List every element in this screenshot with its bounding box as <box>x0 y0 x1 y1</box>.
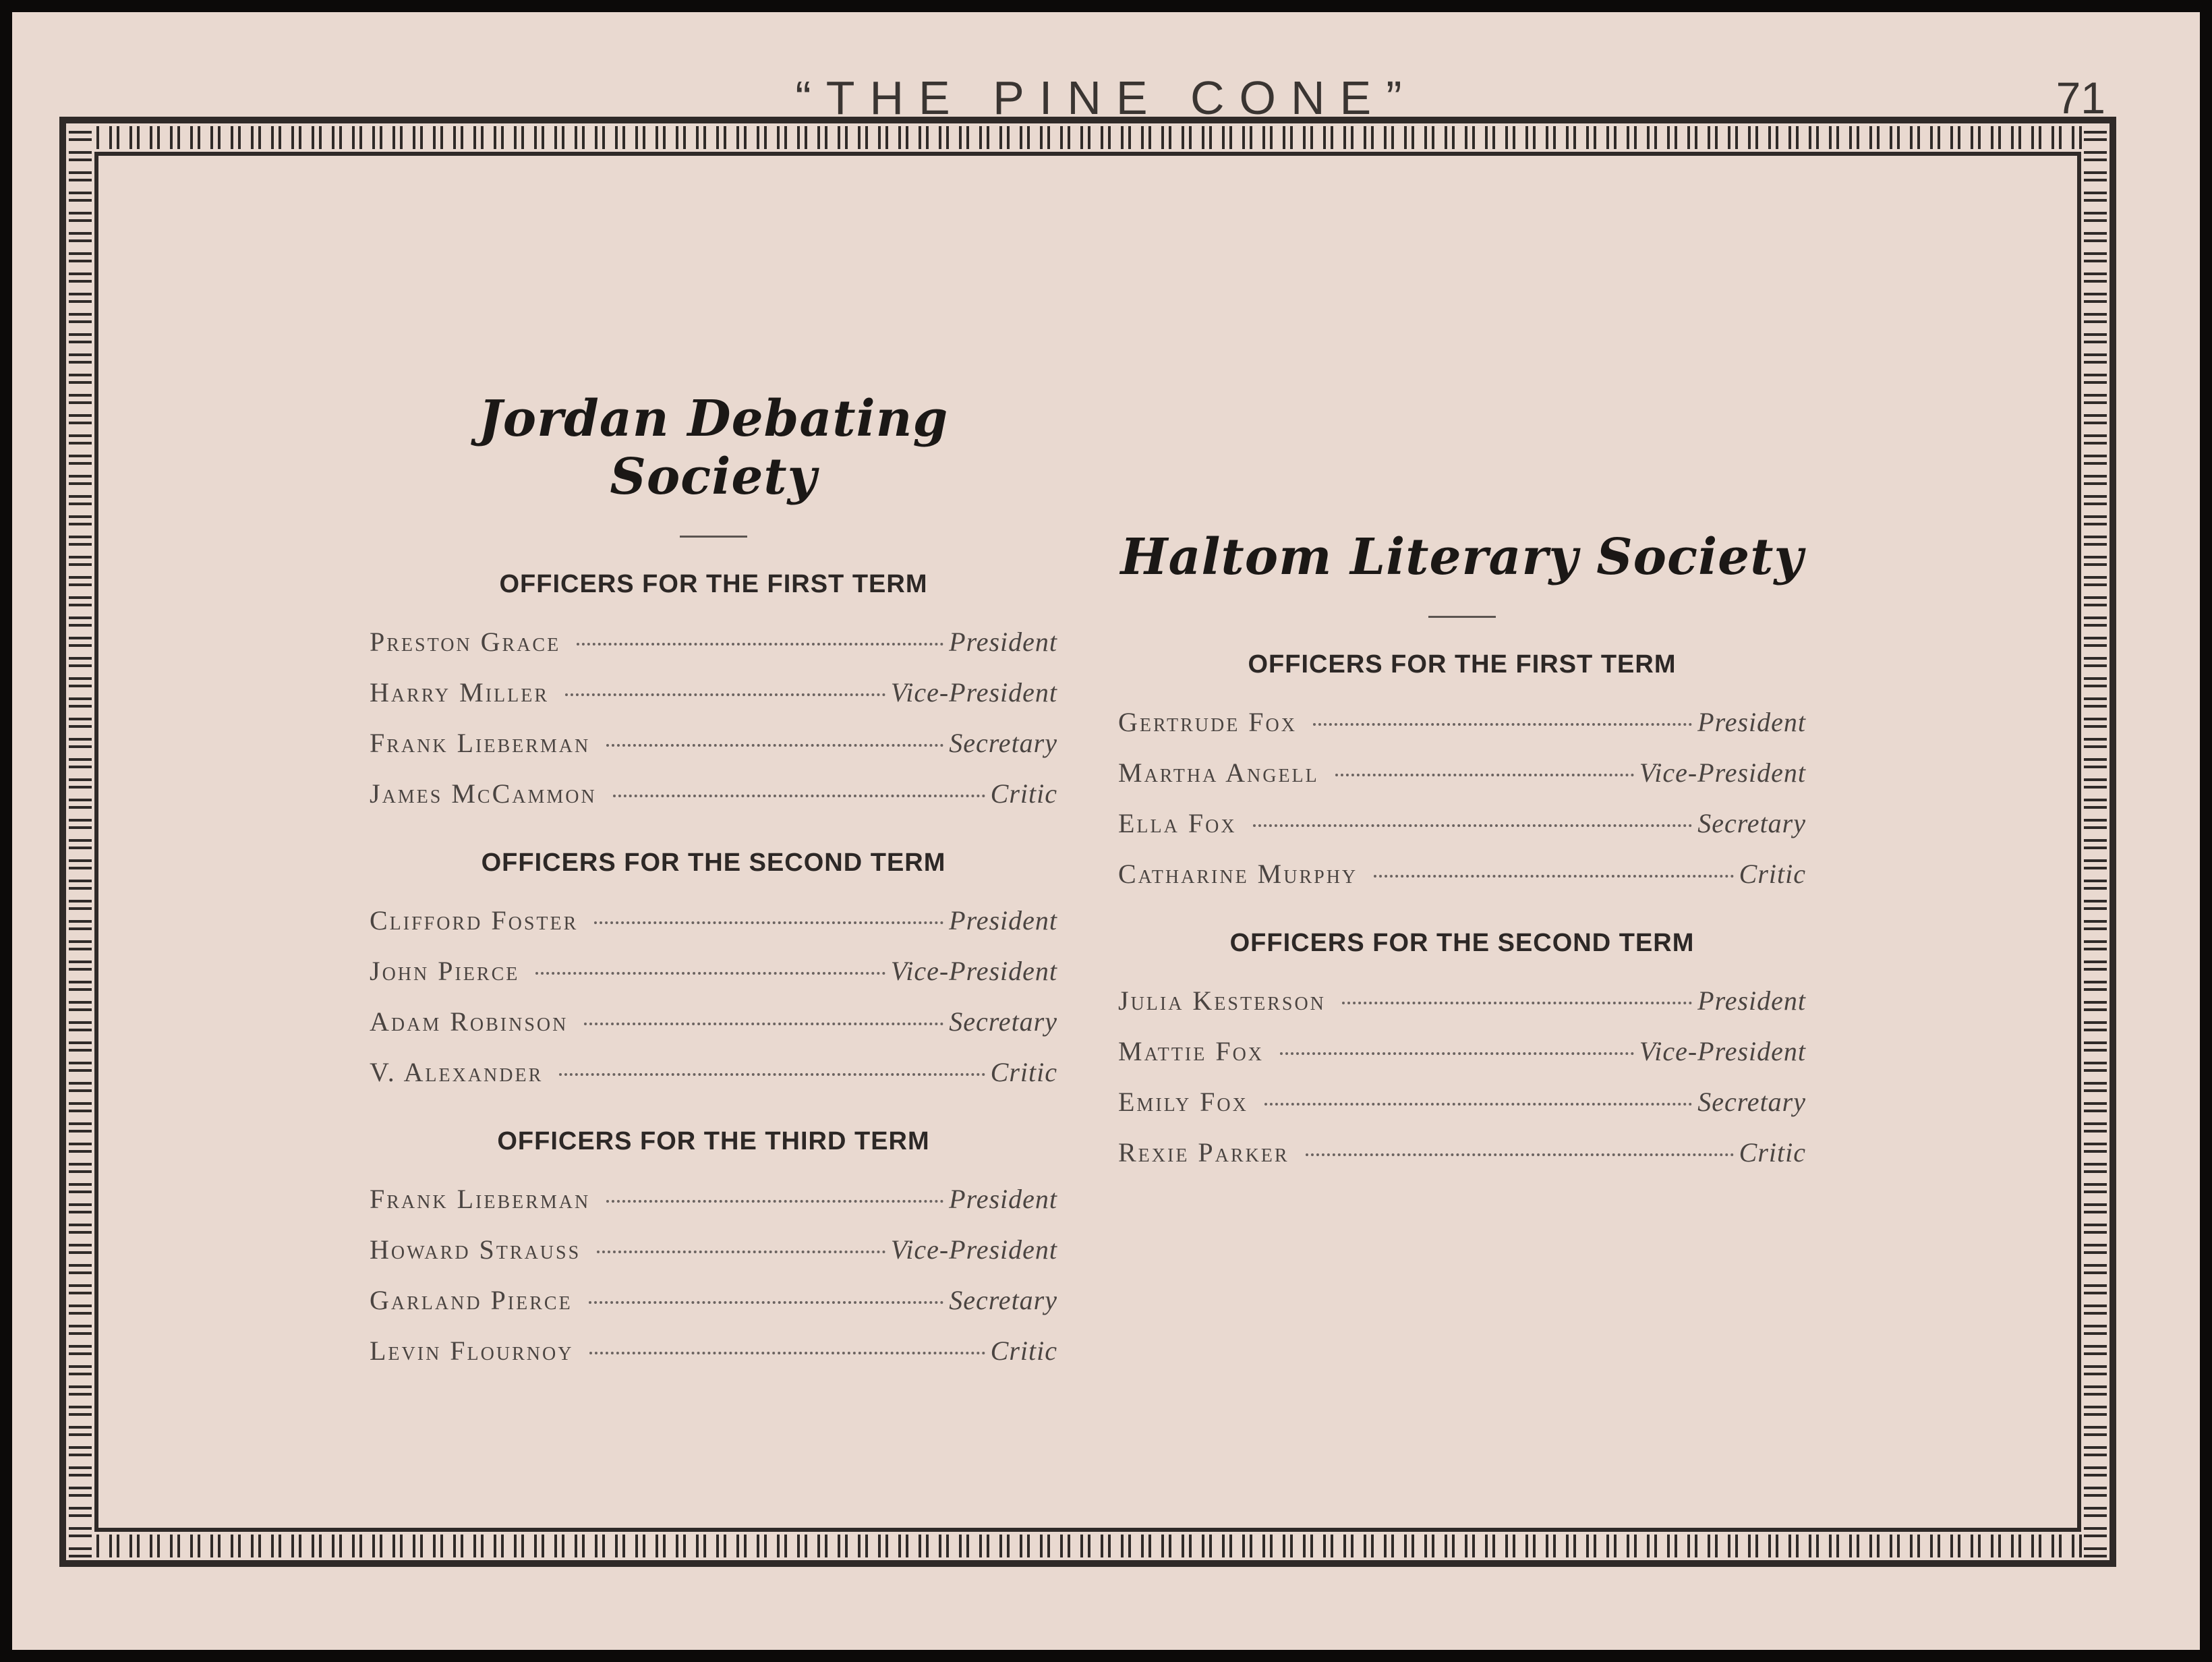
dot-leader <box>565 693 885 696</box>
officer-row <box>1118 1137 1806 1187</box>
officer-row <box>370 1006 1057 1056</box>
dot-leader <box>577 643 943 646</box>
officer-role: Vice-President <box>1639 757 1806 788</box>
officer-row <box>370 1183 1057 1234</box>
dot-leader <box>597 1251 885 1253</box>
dot-leader <box>1306 1153 1734 1156</box>
dot-leader <box>606 744 943 747</box>
term-heading: OFFICERS FOR THE SECOND TERM <box>1229 929 1695 957</box>
dot-leader <box>1335 774 1634 776</box>
officer-role: Critic <box>1739 859 1806 889</box>
officer-row <box>370 905 1057 955</box>
dot-leader <box>1313 723 1692 726</box>
officer-row <box>1118 757 1806 807</box>
dot-leader <box>559 1073 985 1076</box>
dot-leader <box>1280 1052 1634 1055</box>
term-section <box>1118 929 1806 1187</box>
officer-name: V. Alexander <box>370 1057 544 1087</box>
officer-role: President <box>949 905 1057 936</box>
officer-row <box>1118 706 1806 757</box>
term-heading: OFFICERS FOR THE FIRST TERM <box>1248 650 1677 679</box>
officer-name: Gertrude Fox <box>1118 707 1297 737</box>
society-jordan-debating <box>370 390 1057 1385</box>
officer-name: Frank Lieberman <box>370 728 591 758</box>
officer-role: Secretary <box>949 728 1057 758</box>
officer-role: Secretary <box>949 1285 1057 1315</box>
dot-leader <box>1264 1103 1692 1106</box>
society-title: Haltom Literary Society <box>1120 528 1804 586</box>
officer-name: Garland Pierce <box>370 1285 573 1315</box>
officer-row <box>1118 858 1806 909</box>
officer-row <box>370 955 1057 1006</box>
officer-name: Levin Flournoy <box>370 1336 574 1366</box>
officer-role: Critic <box>990 1057 1057 1087</box>
officer-row <box>1118 985 1806 1035</box>
officer-row <box>370 677 1057 727</box>
yearbook-page <box>12 12 2200 1650</box>
officer-name: Catharine Murphy <box>1118 859 1358 889</box>
title-rule <box>1428 616 1496 618</box>
society-haltom-literary <box>1118 528 1806 1187</box>
officer-name: Julia Kesterson <box>1118 985 1326 1016</box>
officer-role: Secretary <box>1697 1087 1806 1117</box>
dot-leader <box>535 972 885 975</box>
officer-role: Vice-President <box>890 677 1057 708</box>
running-header-title: “THE PINE CONE” <box>795 71 1417 124</box>
officer-row <box>370 1234 1057 1284</box>
officer-role: President <box>949 627 1057 657</box>
dot-leader <box>606 1200 943 1203</box>
officer-name: Howard Strauss <box>370 1234 581 1265</box>
officer-role: Critic <box>990 1336 1057 1366</box>
officer-row <box>370 727 1057 778</box>
officer-name: Martha Angell <box>1118 757 1319 788</box>
officer-role: Vice-President <box>1639 1036 1806 1066</box>
society-title: Jordan Debating Society <box>478 390 949 506</box>
officer-name: Rexie Parker <box>1118 1137 1289 1168</box>
officer-name: Clifford Foster <box>370 905 579 936</box>
officer-role: Critic <box>990 778 1057 809</box>
officer-row <box>370 1335 1057 1385</box>
officer-name: Ella Fox <box>1118 808 1237 838</box>
term-section <box>370 1127 1057 1385</box>
term-heading: OFFICERS FOR THE FIRST TERM <box>499 570 928 598</box>
officer-name: John Pierce <box>370 956 520 986</box>
officer-role: President <box>1697 707 1806 737</box>
officer-name: Harry Miller <box>370 677 550 708</box>
term-section <box>370 849 1057 1107</box>
officer-name: Emily Fox <box>1118 1087 1248 1117</box>
officer-role: President <box>1697 985 1806 1016</box>
officer-name: James McCammon <box>370 778 597 809</box>
title-rule <box>680 536 747 538</box>
dot-leader <box>589 1301 944 1304</box>
officer-row <box>370 778 1057 828</box>
term-heading: OFFICERS FOR THE THIRD TERM <box>497 1127 930 1155</box>
officer-row <box>370 1056 1057 1107</box>
officer-row <box>1118 1086 1806 1137</box>
term-heading: OFFICERS FOR THE SECOND TERM <box>481 849 946 877</box>
officer-role: President <box>949 1184 1057 1214</box>
officer-name: Preston Grace <box>370 627 561 657</box>
officer-name: Frank Lieberman <box>370 1184 591 1214</box>
officer-row <box>1118 1035 1806 1086</box>
dot-leader <box>1342 1002 1692 1004</box>
officer-row <box>370 1284 1057 1335</box>
dot-leader <box>594 921 943 924</box>
term-section <box>370 570 1057 828</box>
officer-role: Vice-President <box>890 1234 1057 1265</box>
dot-leader <box>584 1023 943 1025</box>
dot-leader <box>1253 824 1693 827</box>
officer-role: Vice-President <box>890 956 1057 986</box>
officer-role: Secretary <box>949 1006 1057 1037</box>
page-number: 71 <box>2056 73 2105 123</box>
dot-leader <box>1374 875 1734 878</box>
officer-role: Critic <box>1739 1137 1806 1168</box>
dot-leader <box>589 1352 985 1354</box>
officer-row <box>370 626 1057 677</box>
term-section <box>1118 650 1806 909</box>
officer-row <box>1118 807 1806 858</box>
officer-name: Mattie Fox <box>1118 1036 1264 1066</box>
dot-leader <box>613 795 985 797</box>
officer-role: Secretary <box>1697 808 1806 838</box>
officer-name: Adam Robinson <box>370 1006 569 1037</box>
